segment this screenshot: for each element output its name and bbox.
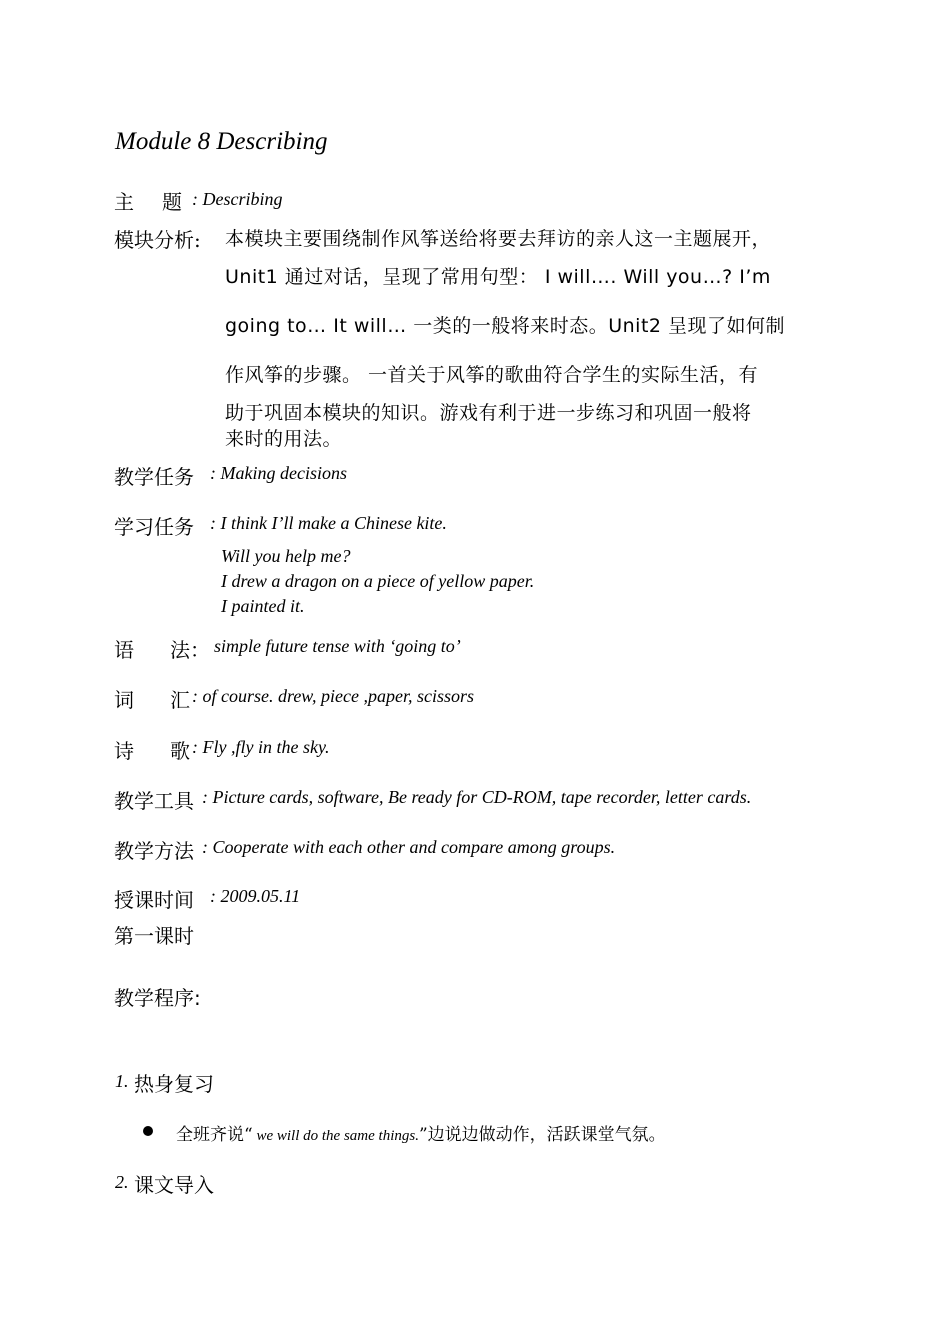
learning-task-line-1: : I think I’ll make a Chinese kite.: [210, 513, 447, 533]
learning-task-line-4: I painted it.: [221, 596, 305, 616]
tools-value: : Picture cards, software, Be ready for CD-ROM, tape recorder, letter cards.: [202, 787, 752, 807]
learning-task-line-3: I drew a dragon on a piece of yellow paper.: [221, 571, 535, 591]
step1-number: 1.: [115, 1071, 129, 1091]
analysis-line-2: Unit1 通过对话，呈现了常用句型： I will…. Will you…? I’m: [225, 266, 771, 288]
time-value: : 2009.05.11: [210, 886, 301, 906]
topic-label-1: 主: [114, 190, 134, 214]
analysis-line-5: 助于巩固本模块的知识。游戏有利于进一步练习和巩固一般将: [225, 402, 752, 424]
teaching-task-label: 教学任务: [114, 465, 194, 489]
step2-number: 2.: [115, 1172, 129, 1192]
lesson-label: 第一课时: [114, 924, 194, 948]
time-label: 授课时间: [114, 888, 194, 912]
analysis-line-3: going to… It will… 一类的一般将来时态。Unit2 呈现了如何制: [225, 315, 786, 337]
procedure-heading: 教学程序:: [114, 986, 201, 1010]
step1-bullet-post: ”边说边做动作，活跃课堂气氛。: [418, 1125, 666, 1145]
learning-task-label: 学习任务: [114, 515, 194, 539]
grammar-label-2: 法：: [170, 638, 210, 662]
topic-label-2: 题: [162, 190, 182, 214]
grammar-label-1: 语: [114, 638, 134, 662]
step1-bullet-text: [176, 1120, 666, 1145]
topic-value: : Describing: [192, 189, 283, 209]
methods-value: : Cooperate with each other and compare among groups.: [202, 837, 616, 857]
poem-value: : Fly ,fly in the sky.: [192, 737, 330, 757]
step1-label: 热身复习: [134, 1072, 214, 1096]
analysis-line-1: 本模块主要围绕制作风筝送给将要去拜访的亲人这一主题展开，: [225, 228, 772, 250]
step1-bullet-en: we will do the same things.: [252, 1128, 419, 1144]
analysis-line-6: 来时的用法。: [225, 428, 343, 450]
tools-label: 教学工具: [114, 789, 194, 813]
vocabulary-label-2: 汇: [170, 688, 190, 712]
grammar-value: simple future tense with ‘going to’: [214, 636, 461, 656]
teaching-task-value: : Making decisions: [210, 463, 347, 483]
vocabulary-label-1: 词: [114, 688, 134, 712]
step1-bullet-pre: 全班齐说“: [176, 1125, 253, 1145]
analysis-line-4: 作风筝的步骤。 一首关于风筝的歌曲符合学生的实际生活，有: [225, 364, 759, 386]
analysis-label: 模块分析:: [114, 228, 201, 252]
poem-label-2: 歌: [170, 739, 190, 763]
step2-label: 课文导入: [134, 1173, 214, 1197]
learning-task-line-2: Will you help me?: [221, 546, 351, 566]
vocabulary-value: : of course. drew, piece ,paper, scissors: [192, 686, 474, 706]
module-title: Module 8 Describing: [115, 128, 328, 155]
methods-label: 教学方法: [114, 839, 194, 863]
poem-label-1: 诗: [114, 739, 134, 763]
bullet-icon: [143, 1126, 153, 1136]
